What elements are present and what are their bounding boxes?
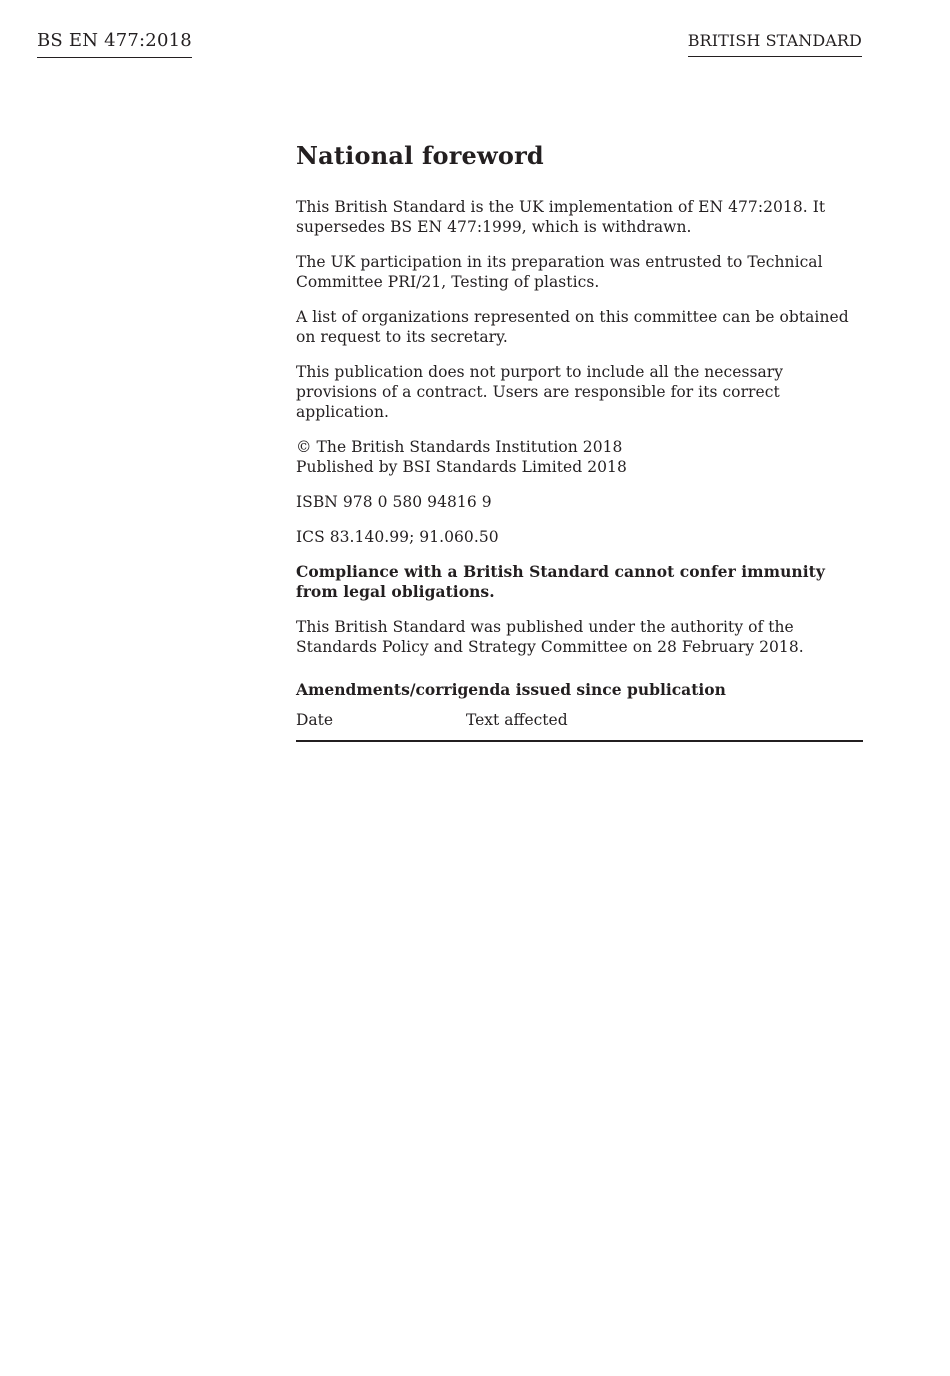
compliance-notice: Compliance with a British Standard cannot confer immunity from legal obligations. bbox=[296, 562, 825, 601]
isbn-line: ISBN 978 0 580 94816 9 bbox=[296, 493, 492, 511]
copyright-block bbox=[296, 437, 863, 477]
document-id: BS EN 477:2018 bbox=[37, 30, 192, 58]
ics-line: ICS 83.140.99; 91.060.50 bbox=[296, 528, 499, 546]
organizations-paragraph: A list of organizations represented on this committee can be obtained on request to its secretary. bbox=[296, 308, 849, 346]
authority-paragraph: This British Standard was published under the authority of the Standards Policy and Strategy Committee on 28 February 2018. bbox=[296, 618, 804, 656]
copyright-line: © The British Standards Institution 2018 bbox=[296, 438, 623, 456]
amendments-heading: Amendments/corrigenda issued since publication bbox=[296, 680, 726, 699]
committee-paragraph: The UK participation in its preparation was entrusted to Technical Committee PRI/21, Testing of plastics. bbox=[296, 253, 823, 291]
implementation-paragraph: This British Standard is the UK implementation of EN 477:2018. It supersedes BS EN 477:1999, which is withdrawn. bbox=[296, 198, 826, 236]
amendments-text-header: Text affected bbox=[466, 711, 568, 729]
amendments-date-header: Date bbox=[296, 711, 334, 729]
amendments-table bbox=[296, 710, 863, 742]
page-title: National foreword bbox=[296, 141, 544, 170]
series-label: BRITISH STANDARD bbox=[688, 31, 862, 57]
national-foreword-section bbox=[296, 140, 863, 742]
contract-paragraph: This publication does not purport to include all the necessary provisions of a contract. Users are responsible for its correct application. bbox=[296, 363, 784, 421]
publisher-line: Published by BSI Standards Limited 2018 bbox=[296, 458, 627, 476]
